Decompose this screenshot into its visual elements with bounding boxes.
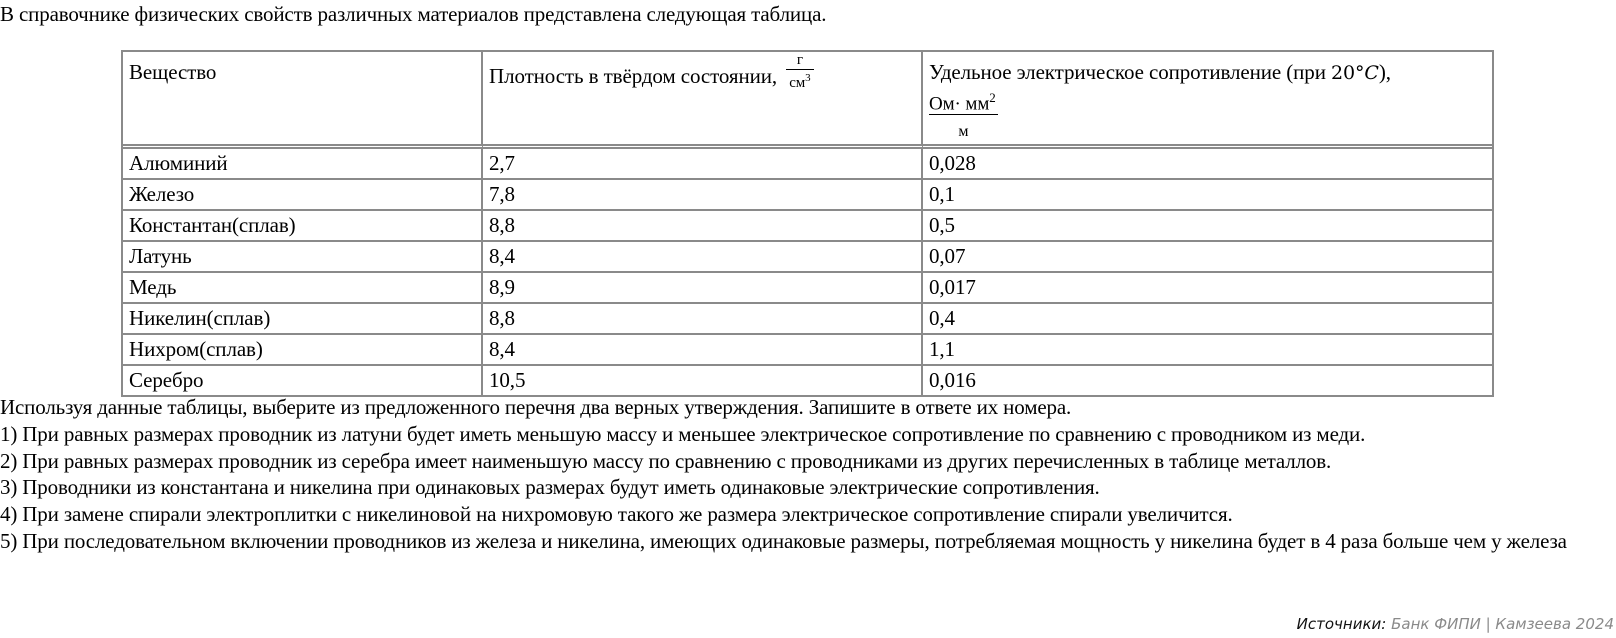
resistivity-unit-denominator: м <box>958 123 969 141</box>
cell-density: 8,8 <box>483 304 923 335</box>
resistivity-unit-num-exponent: 2 <box>989 90 996 105</box>
density-unit-denominator <box>786 70 813 92</box>
temperature-number: 20° <box>1330 62 1365 84</box>
properties-table <box>121 50 1494 397</box>
table-row <box>123 211 1492 242</box>
cell-resistivity: 0,1 <box>923 180 1492 211</box>
cell-density: 2,7 <box>483 149 923 180</box>
header-substance <box>123 52 483 149</box>
cell-substance: Алюминий <box>123 149 483 180</box>
header-resistivity-label: Удельное электрическое сопротивление (при <box>929 60 1326 84</box>
table-header-row <box>123 52 1492 149</box>
temperature-value <box>1331 62 1379 84</box>
table-row <box>123 366 1492 395</box>
answer-option-3: 3) Проводники из константана и никелина при одинаковых размерах будут иметь одинаковые электрические сопротивления. <box>0 475 1100 500</box>
cell-substance: Медь <box>123 273 483 304</box>
header-resistivity-close: ), <box>1378 60 1391 84</box>
answer-option-1: 1) При равных размерах проводник из латуни будет иметь меньшую массу и меньшее электрическое сопротивление по сравнению с проводником из меди. <box>0 421 1366 446</box>
intro-text: В справочнике физических свойств различных материалов представлена следующая таблица. <box>0 2 827 26</box>
cell-resistivity: 0,017 <box>923 273 1492 304</box>
answer-option-5: 5) При последовательном включении проводников из железа и никелина, имеющих одинаковые размеры, потребляемая мощность у никелина будет в 4 раза больше чем у железа <box>0 528 1567 553</box>
density-unit-fraction <box>786 52 813 92</box>
cell-substance: Серебро <box>123 366 483 395</box>
table-row <box>123 335 1492 366</box>
cell-substance: Нихром(сплав) <box>123 335 483 366</box>
cell-resistivity: 0,016 <box>929 368 976 393</box>
cell-resistivity: 0,07 <box>923 242 1492 273</box>
table-row <box>123 273 1492 304</box>
cell-density: 8,4 <box>483 242 923 273</box>
question-block <box>0 394 1616 555</box>
header-density <box>483 52 923 149</box>
cell-substance: Латунь <box>123 242 483 273</box>
cell-substance: Константан(сплав) <box>123 211 483 242</box>
answer-option-4: 4) При замене спирали электроплитки с никелиновой на нихромовую такого же размера электрическое сопротивление спирали увеличится. <box>0 502 1233 527</box>
resistivity-unit-fraction <box>929 88 998 143</box>
table-row <box>123 180 1492 211</box>
density-unit-den-base: см <box>789 75 806 91</box>
resistivity-unit-numerator <box>929 88 998 115</box>
table-row <box>123 242 1492 273</box>
answer-option-2: 2) При равных размерах проводник из серебра имеет наименьшую массу по сравнению с проводниками из других перечисленных в таблице металлов. <box>0 448 1332 473</box>
source-attribution <box>1297 614 1614 634</box>
cell-density: 8,8 <box>483 211 923 242</box>
cell-resistivity: 0,5 <box>923 211 1492 242</box>
header-resistivity <box>923 52 1492 149</box>
header-substance-label: Вещество <box>129 60 217 84</box>
cell-substance: Железо <box>123 180 483 211</box>
table-row <box>123 149 1492 180</box>
cell-density: 10,5 <box>483 366 923 395</box>
question-instruction: Используя данные таблицы, выберите из предложенного перечня два верных утверждения. Запишите в ответе их номера. <box>0 395 1072 419</box>
density-unit-numerator: г <box>786 52 813 70</box>
cell-substance: Никелин(сплав) <box>123 304 483 335</box>
cell-resistivity: 0,4 <box>923 304 1492 335</box>
cell-resistivity: 1,1 <box>923 335 1492 366</box>
header-density-label: Плотность в твёрдом состоянии, <box>489 63 778 88</box>
cell-density: 8,9 <box>483 273 923 304</box>
cell-resistivity: 0,028 <box>923 149 1492 180</box>
temperature-unit: C <box>1364 62 1379 84</box>
source-label: Источники: <box>1296 615 1387 633</box>
resistivity-unit-num-base: Ом· мм <box>929 93 990 115</box>
source-value: Банк ФИПИ | Камзеева 2024 <box>1386 615 1614 633</box>
cell-density: 8,4 <box>483 335 923 366</box>
cell-density: 7,8 <box>483 180 923 211</box>
table-row <box>123 304 1492 335</box>
density-unit-den-exponent: 3 <box>805 72 811 84</box>
